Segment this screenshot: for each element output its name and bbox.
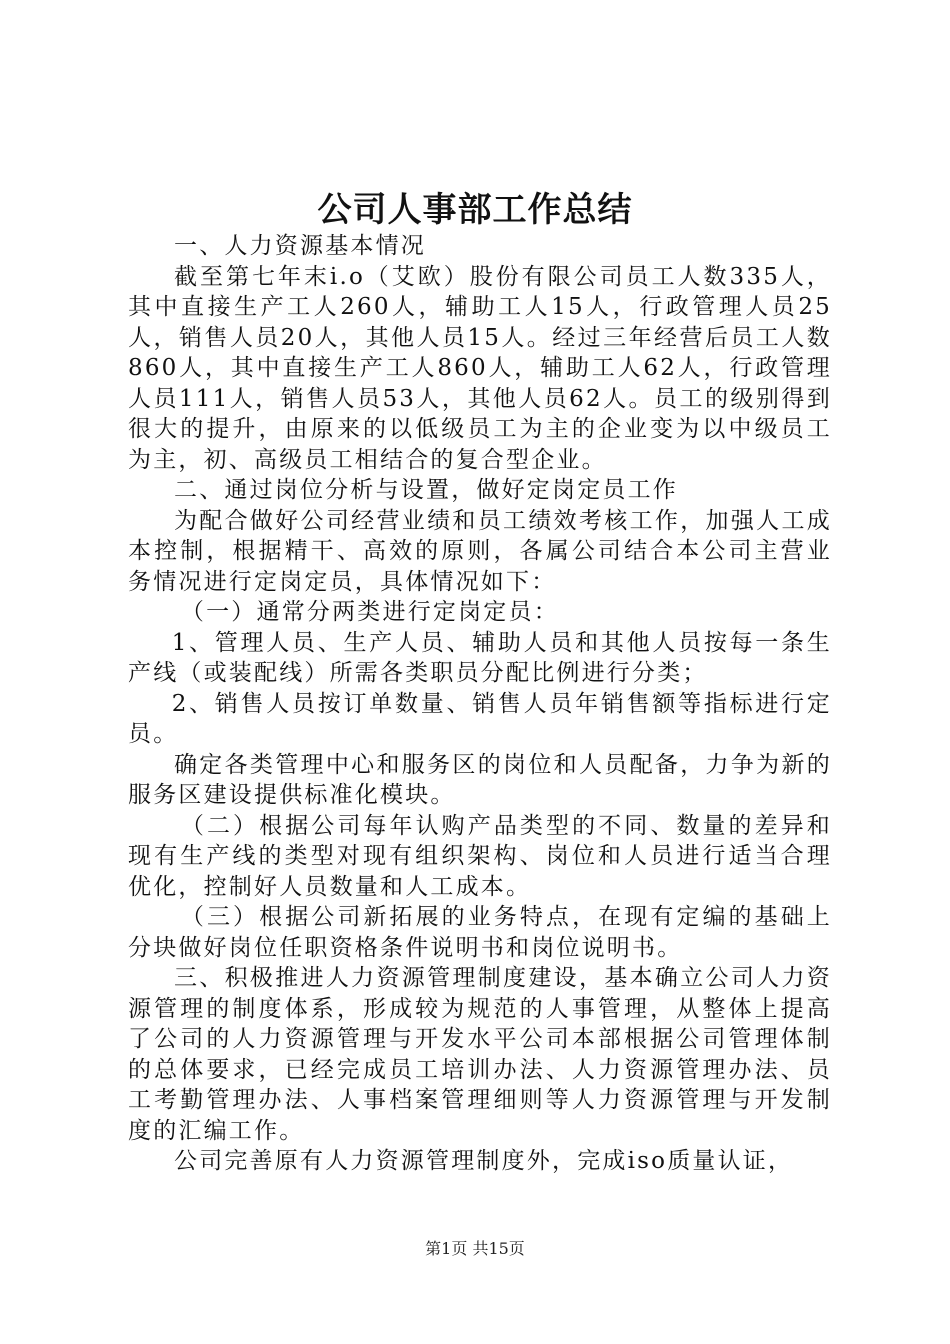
page-footer: 第1页 共15页 xyxy=(425,1239,525,1258)
paragraph-iso-certification: 公司完善原有人力资源管理制度外，完成iso质量认证， xyxy=(174,1148,794,1174)
section-heading-2: 二、通过岗位分析与设置，做好定岗定员工作 xyxy=(174,477,678,503)
paragraph-staff-statistics: 截至第七年末i.o（艾欧）股份有限公司员工人数335人，其中直接生产工人260人，辅助工人15人，行政管理人员25人，销售人员20人，其他人员15人。经过三年经营后员工人数860人，其中直接生产工人860人，辅助工人62人，行政管理人员111人，销售人员53人，其他人员62人。员工的级别得到很大的提升，由原来的以低级员工为主的企业变为以中级员工为主，初、高级员工相结合的复合型企业。 xyxy=(128,263,832,473)
section-heading-1: 一、人力资源基本情况 xyxy=(174,233,426,259)
subsection-2: （二）根据公司每年认购产品类型的不同、数量的差异和现有生产线的类型对现有组织架构、岗位和人员进行适当合理优化，控制好人员数量和人工成本。 xyxy=(128,812,832,900)
list-item-2: 2、销售人员按订单数量、销售人员年销售额等指标进行定员。 xyxy=(128,690,832,747)
document-title: 公司人事部工作总结 xyxy=(317,190,633,230)
document-body xyxy=(128,231,832,1177)
subsection-3: （三）根据公司新拓展的业务特点，在现有定编的基础上分块做好岗位任职资格条件说明书和岗位说明书。 xyxy=(128,904,832,961)
list-item-1: 1、管理人员、生产人员、辅助人员和其他人员按每一条生产线（或装配线）所需各类职员分配比例进行分类； xyxy=(128,629,832,686)
paragraph-positioning-intro: 为配合做好公司经营业绩和员工绩效考核工作，加强人工成本控制，根据精干、高效的原则，各属公司结合本公司主营业务情况进行定岗定员，具体情况如下： xyxy=(128,507,832,595)
paragraph-service-area: 确定各类管理中心和服务区的岗位和人员配备，力争为新的服务区建设提供标准化模块。 xyxy=(128,751,832,808)
section-3: 三、积极推进人力资源管理制度建设，基本确立公司人力资源管理的制度体系，形成较为规范的人事管理，从整体上提高了公司的人力资源管理与开发水平公司本部根据公司管理体制的总体要求，已经完成员工培训办法、人力资源管理办法、员工考勤管理办法、人事档案管理细则等人力资源管理与开发制度的汇编工作。 xyxy=(128,965,832,1144)
subsection-heading-1: （一）通常分两类进行定岗定员： xyxy=(180,599,559,625)
